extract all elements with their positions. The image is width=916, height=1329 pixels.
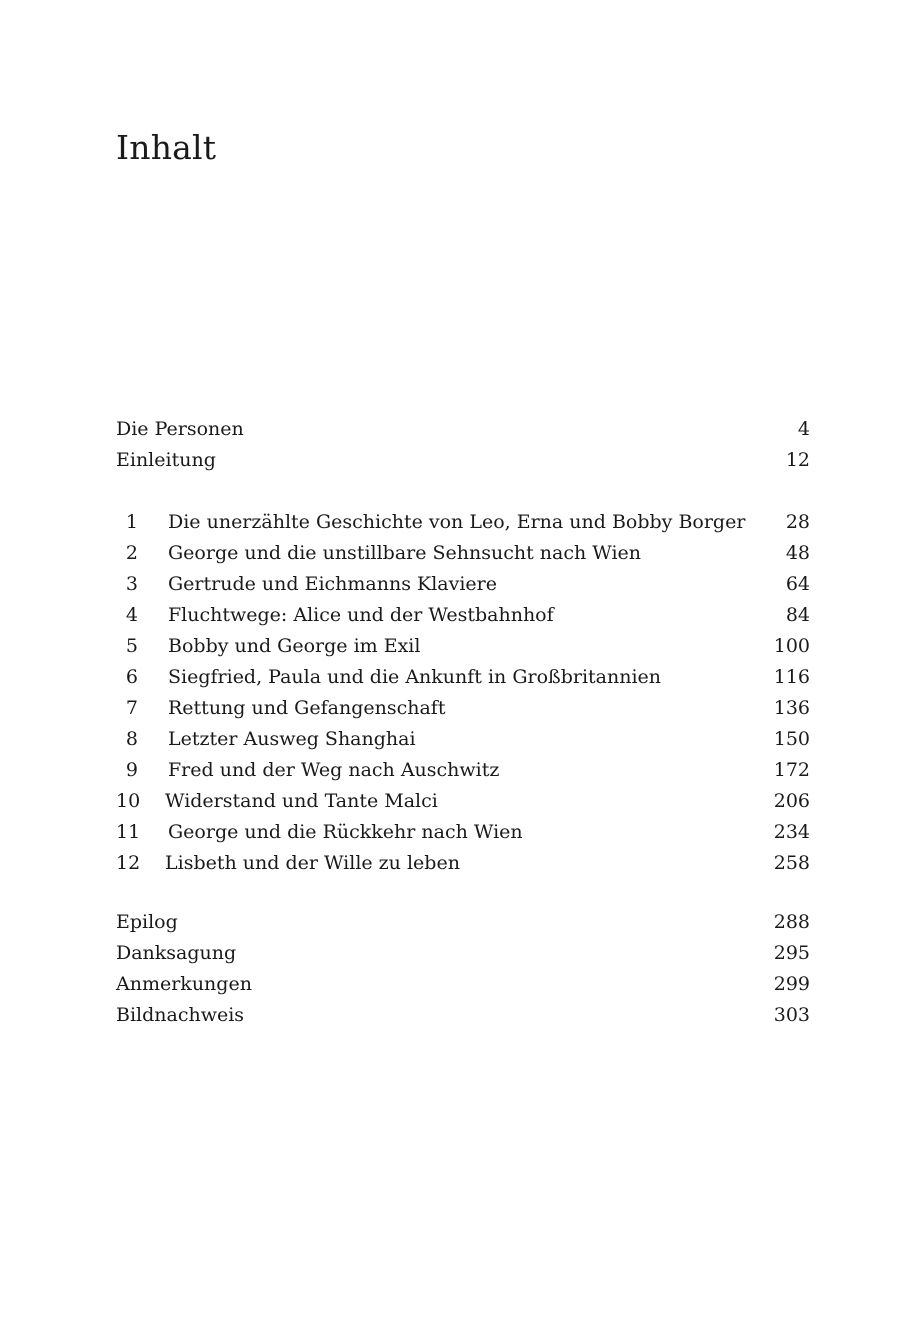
- toc-entry-title: Anmerkungen: [116, 973, 252, 995]
- chapter-number: 10: [116, 790, 141, 812]
- toc-entry-title: Die Personen: [116, 418, 244, 440]
- toc-chapter-entry[interactable]: [116, 724, 810, 755]
- toc-page-number: 288: [773, 911, 810, 933]
- chapter-title: Bobby und George im Exil: [168, 635, 421, 657]
- toc-page-number: 299: [773, 973, 810, 995]
- chapter-number: 5: [125, 635, 138, 657]
- toc-back-matter: [116, 907, 810, 1031]
- toc-page-number: 116: [773, 666, 810, 688]
- toc-page-number: 172: [773, 759, 810, 781]
- toc-chapter-entry[interactable]: [116, 569, 810, 600]
- chapter-number: 12: [116, 852, 141, 874]
- chapter-number: 6: [125, 666, 138, 688]
- toc-page-number: 12: [785, 449, 810, 471]
- chapter-title: George und die Rückkehr nach Wien: [168, 821, 523, 843]
- page-title: Inhalt: [116, 128, 217, 167]
- chapter-number: 11: [116, 821, 141, 843]
- toc-page-number: 100: [773, 635, 810, 657]
- toc-entry-title: Einleitung: [116, 449, 216, 471]
- toc-chapter-entry[interactable]: [116, 848, 810, 879]
- toc-page-number: 136: [773, 697, 810, 719]
- chapter-title: Fluchtwege: Alice und der Westbahnhof: [168, 604, 554, 626]
- chapter-number: 8: [125, 728, 138, 750]
- toc-page-number: 84: [785, 604, 810, 626]
- toc-chapter-entry[interactable]: [116, 755, 810, 786]
- chapter-number: 2: [125, 542, 138, 564]
- chapter-number: 7: [125, 697, 138, 719]
- toc-entry-title: Epilog: [116, 911, 178, 933]
- chapter-title: Gertrude und Eichmanns Klaviere: [168, 573, 497, 595]
- chapter-number: 3: [125, 573, 138, 595]
- chapter-title: Lisbeth und der Wille zu leben: [165, 852, 460, 874]
- toc-chapters: [116, 507, 810, 879]
- toc-entry[interactable]: [116, 1000, 810, 1031]
- chapter-number: 1: [125, 511, 138, 533]
- toc-chapter-entry[interactable]: [116, 600, 810, 631]
- toc-page-number: 258: [773, 852, 810, 874]
- toc-entry[interactable]: [116, 414, 810, 445]
- chapter-number: 4: [125, 604, 138, 626]
- chapter-title: Die unerzählte Geschichte von Leo, Erna und Bobby Borger: [168, 511, 746, 533]
- chapter-title: Rettung und Gefangenschaft: [168, 697, 446, 719]
- toc-entry[interactable]: [116, 907, 810, 938]
- chapter-title: Widerstand und Tante Malci: [165, 790, 438, 812]
- toc-chapter-entry[interactable]: [116, 817, 810, 848]
- toc-entry-title: Danksagung: [116, 942, 237, 964]
- toc-page-number: 303: [773, 1004, 810, 1026]
- toc-chapter-entry[interactable]: [116, 631, 810, 662]
- chapter-title: George und die unstillbare Sehnsucht nach Wien: [168, 542, 642, 564]
- toc-page-number: 28: [785, 511, 810, 533]
- chapter-number: 9: [125, 759, 138, 781]
- toc-chapter-entry[interactable]: [116, 786, 810, 817]
- toc-front-matter: [116, 414, 810, 476]
- toc-entry-title: Bildnachweis: [116, 1004, 245, 1026]
- chapter-title: Fred und der Weg nach Auschwitz: [168, 759, 500, 781]
- chapter-title: Siegfried, Paula und die Ankunft in Großbritannien: [168, 666, 662, 688]
- toc-page-number: 48: [785, 542, 810, 564]
- toc-page-number: 295: [773, 942, 810, 964]
- toc-page-number: 64: [785, 573, 810, 595]
- toc-page-number: 206: [773, 790, 810, 812]
- toc-page-number: 234: [773, 821, 810, 843]
- toc-chapter-entry[interactable]: [116, 538, 810, 569]
- chapter-title: Letzter Ausweg Shanghai: [168, 728, 416, 750]
- toc-chapter-entry[interactable]: [116, 662, 810, 693]
- toc-entry[interactable]: [116, 938, 810, 969]
- toc-chapter-entry[interactable]: [116, 693, 810, 724]
- toc-page-number: 4: [797, 418, 810, 440]
- toc-chapter-entry[interactable]: [116, 507, 810, 538]
- toc-entry[interactable]: [116, 445, 810, 476]
- toc-page-number: 150: [773, 728, 810, 750]
- toc-entry[interactable]: [116, 969, 810, 1000]
